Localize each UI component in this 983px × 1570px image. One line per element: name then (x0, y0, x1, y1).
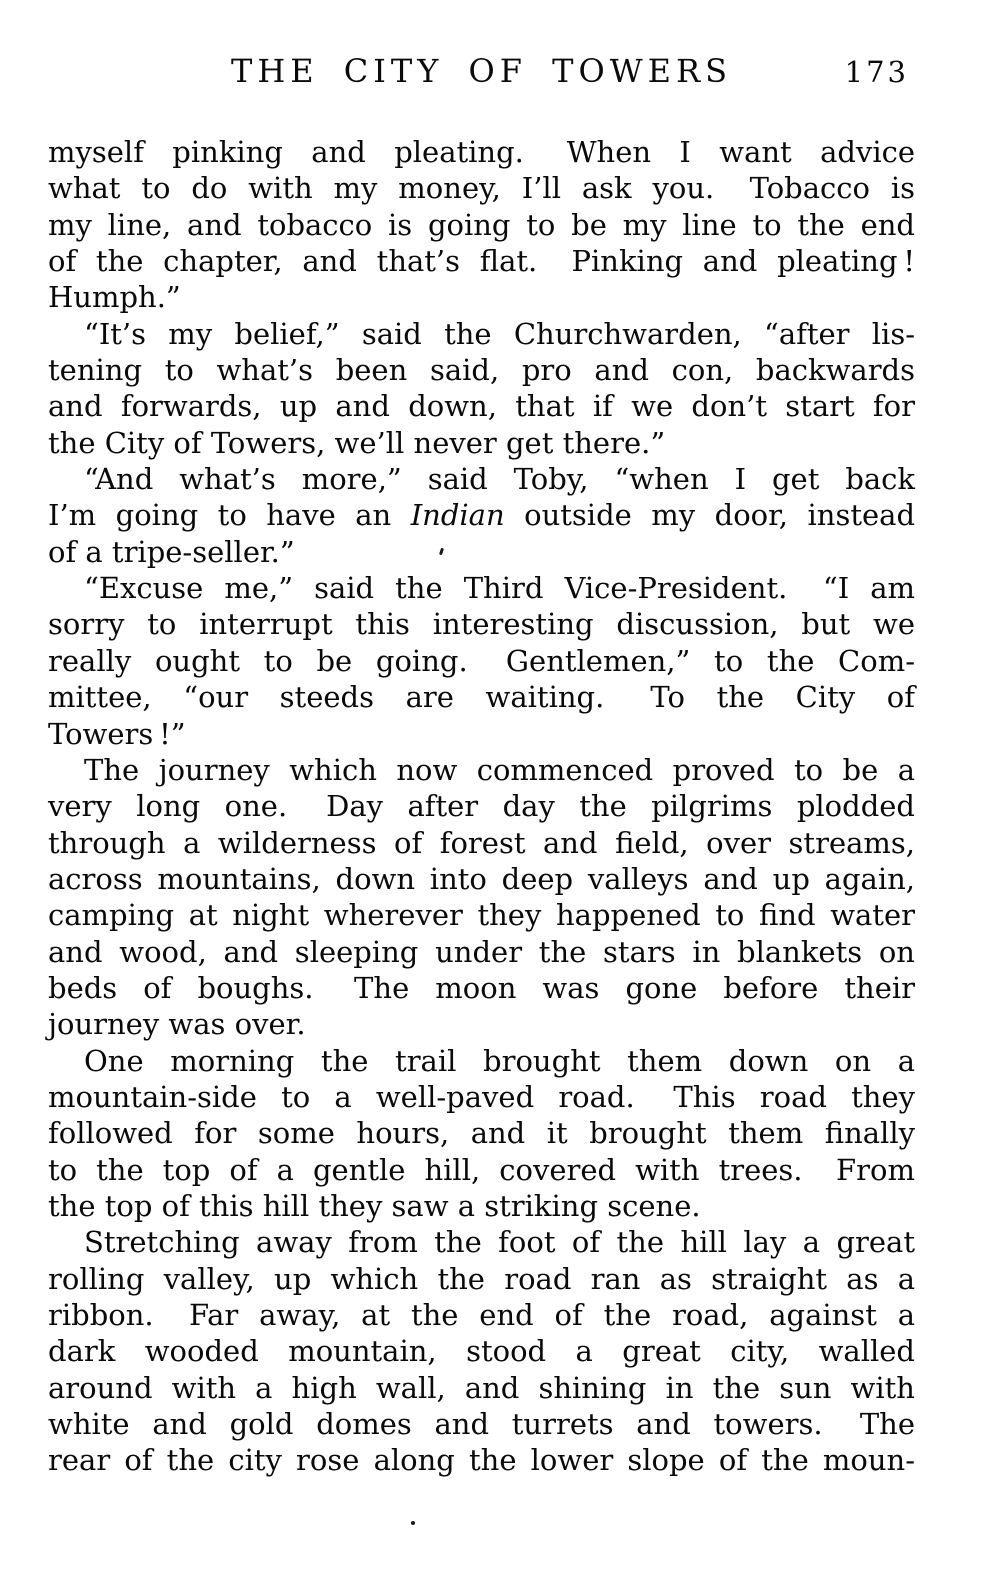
text-line: One morning the trail brought them down on a (84, 1043, 915, 1078)
text-line: and forwards, up and down, that if we don’t start for (48, 389, 915, 424)
text-line: beds of boughs. The moon was gone before their (48, 970, 915, 1005)
text-segment: outside my door, instead (504, 498, 916, 533)
ink-speck (411, 1521, 415, 1525)
text-line: through a wilderness of forest and field, over streams, (48, 825, 915, 860)
text-line (48, 497, 915, 533)
text-line: what to do with my money, I’ll ask you. Tobacco is (48, 171, 915, 206)
text-line: tening to what’s been said, pro and con, backwards (48, 353, 915, 388)
paragraph (48, 1224, 915, 1478)
paragraph (48, 316, 915, 461)
text-line: “It’s my belief,” said the Churchwarden, “after lis- (84, 316, 915, 351)
text-line: to the top of a gentle hill, covered with trees. From (48, 1152, 915, 1187)
text-line: journey was over. (48, 1007, 306, 1042)
text-line: mittee, “our steeds are waiting. To the City of (48, 680, 915, 715)
text-line: across mountains, down into deep valleys and up again, (48, 861, 915, 896)
text-line: Humph.” (48, 280, 181, 315)
text-line: rolling valley, up which the road ran as straight as a (48, 1261, 915, 1296)
text-line: mountain-side to a well-paved road. This road they (48, 1079, 915, 1114)
text-segment: I’m going to have an (48, 498, 411, 533)
text-line: followed for some hours, and it brought them finally (48, 1116, 915, 1151)
text-line: sorry to interrupt this interesting discussion, but we (48, 607, 915, 642)
paragraph (48, 134, 915, 316)
text-line: “And what’s more,” said Toby, “when I get back (84, 462, 915, 497)
text-line: my line, and tobacco is going to be my line to the end (48, 207, 915, 242)
text-line: of the chapter, and that’s flat. Pinking and pleating ! (48, 244, 915, 279)
text-line: very long one. Day after day the pilgrims plodded (48, 789, 915, 824)
text-line: white and gold domes and turrets and towers. The (48, 1407, 915, 1442)
text-line: dark wooded mountain, stood a great city, walled (48, 1334, 915, 1369)
text-line: of a tripe-seller.” (48, 534, 295, 569)
text-line: camping at night wherever they happened to find water (48, 898, 915, 933)
text-line: really ought to be going. Gentlemen,” to the Com- (48, 643, 915, 678)
text-line: The journey which now commenced proved to be a (84, 752, 915, 787)
paragraph (48, 461, 915, 570)
italic-word: Indian (410, 498, 505, 533)
text-line: rear of the city rose along the lower slope of the moun- (48, 1443, 915, 1478)
text-line: around with a high wall, and shining in the sun with (48, 1370, 915, 1405)
text-line: ribbon. Far away, at the end of the road, against a (48, 1298, 915, 1332)
page-number: 173 (844, 55, 909, 89)
paragraph (48, 570, 915, 752)
text-line: the top of this hill they saw a striking scene. (48, 1188, 701, 1223)
page-header (48, 52, 915, 100)
running-title: THE CITY OF TOWERS (231, 52, 732, 90)
text-line: myself pinking and pleating. When I want advice (48, 135, 915, 169)
body-text (48, 134, 915, 1479)
paragraph (48, 1043, 915, 1225)
text-line: Stretching away from the foot of the hill lay a great (84, 1225, 915, 1260)
text-line: Towers !” (48, 716, 186, 751)
text-line: and wood, and sleeping under the stars in blankets on (48, 934, 915, 969)
paragraph (48, 752, 915, 1043)
text-line: the City of Towers, we’ll never get there.” (48, 425, 666, 460)
text-line: “Excuse me,” said the Third Vice-President. “I am (84, 571, 915, 606)
